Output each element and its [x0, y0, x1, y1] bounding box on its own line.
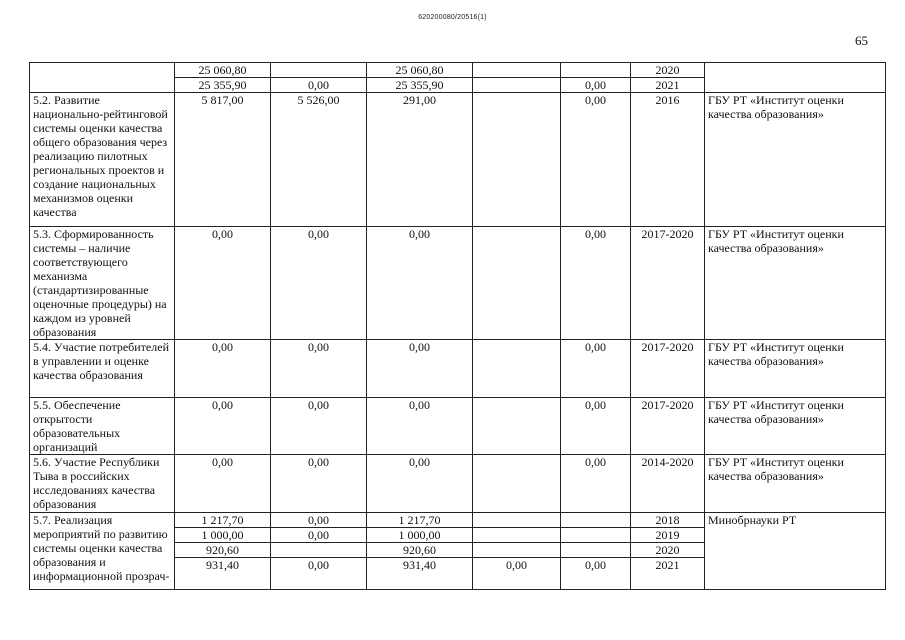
name-cell: 5.6. Участие Республики Тыва в российских исследованиях качества образования: [30, 455, 175, 513]
federal-cell: 0,00: [271, 227, 367, 340]
local-cell: [473, 63, 561, 78]
local-cell: [473, 528, 561, 543]
total-cell: 0,00: [175, 455, 271, 513]
other-cell: 0,00: [561, 398, 631, 455]
total-cell: 25 355,90: [175, 78, 271, 93]
total-cell: 5 817,00: [175, 93, 271, 227]
republic-cell: 0,00: [367, 398, 473, 455]
table-row: [30, 93, 886, 227]
table-row: [30, 398, 886, 455]
executor-cell: [705, 63, 886, 93]
federal-cell: 0,00: [271, 455, 367, 513]
executor-cell: ГБУ РТ «Институт оценки качества образования»: [705, 455, 886, 513]
federal-cell: 0,00: [271, 340, 367, 398]
name-cell: [30, 63, 175, 93]
document-code: 620200080/20516(1): [418, 14, 487, 21]
local-cell: [473, 543, 561, 558]
table-row: [30, 455, 886, 513]
executor-cell: ГБУ РТ «Институт оценки качества образования»: [705, 227, 886, 340]
republic-cell: 1 217,70: [367, 513, 473, 528]
total-cell: 920,60: [175, 543, 271, 558]
name-cell: 5.4. Участие потребителей в управлении и оценке качества образования: [30, 340, 175, 398]
name-cell: 5.7. Реализация мероприятий по развитию системы оценки качества образования и информационной прозрач-: [30, 513, 175, 590]
republic-cell: 920,60: [367, 543, 473, 558]
other-cell: [561, 63, 631, 78]
other-cell: 0,00: [561, 93, 631, 227]
period-cell: 2014-2020: [631, 455, 705, 513]
republic-cell: 1 000,00: [367, 528, 473, 543]
executor-cell: ГБУ РТ «Институт оценки качества образования»: [705, 93, 886, 227]
local-cell: [473, 513, 561, 528]
executor-cell: Минобрнауки РТ: [705, 513, 886, 590]
republic-cell: 25 355,90: [367, 78, 473, 93]
total-cell: 25 060,80: [175, 63, 271, 78]
federal-cell: [271, 543, 367, 558]
republic-cell: 0,00: [367, 340, 473, 398]
program-table: [29, 62, 886, 590]
table-row: [30, 227, 886, 340]
table-row: [30, 340, 886, 398]
republic-cell: 931,40: [367, 558, 473, 590]
period-cell: 2021: [631, 78, 705, 93]
table-row: [30, 513, 886, 528]
other-cell: 0,00: [561, 340, 631, 398]
table-row: [30, 63, 886, 78]
other-cell: 0,00: [561, 227, 631, 340]
federal-cell: 0,00: [271, 513, 367, 528]
period-cell: 2020: [631, 63, 705, 78]
name-cell: 5.2. Развитие национально-рейтинговой системы оценки качества общего образования через реализацию пилотных региональных проектов и создание национальных механизмов оценки качества: [30, 93, 175, 227]
page-number: 65: [855, 33, 868, 48]
other-cell: [561, 528, 631, 543]
name-cell: 5.3. Сформированность системы – наличие соответствующего механизма (стандартизированные оценочные процедуры) на каждом из уровней образования: [30, 227, 175, 340]
republic-cell: 25 060,80: [367, 63, 473, 78]
total-cell: 0,00: [175, 340, 271, 398]
total-cell: 1 000,00: [175, 528, 271, 543]
local-cell: [473, 398, 561, 455]
federal-cell: 0,00: [271, 78, 367, 93]
period-cell: 2016: [631, 93, 705, 227]
period-cell: 2021: [631, 558, 705, 590]
republic-cell: 0,00: [367, 227, 473, 340]
other-cell: 0,00: [561, 455, 631, 513]
other-cell: [561, 513, 631, 528]
local-cell: 0,00: [473, 558, 561, 590]
local-cell: [473, 455, 561, 513]
executor-cell: ГБУ РТ «Институт оценки качества образования»: [705, 340, 886, 398]
total-cell: 1 217,70: [175, 513, 271, 528]
total-cell: 0,00: [175, 398, 271, 455]
executor-cell: ГБУ РТ «Институт оценки качества образования»: [705, 398, 886, 455]
local-cell: [473, 227, 561, 340]
total-cell: 931,40: [175, 558, 271, 590]
period-cell: 2020: [631, 543, 705, 558]
federal-cell: [271, 63, 367, 78]
republic-cell: 0,00: [367, 455, 473, 513]
total-cell: 0,00: [175, 227, 271, 340]
federal-cell: 0,00: [271, 558, 367, 590]
federal-cell: 5 526,00: [271, 93, 367, 227]
other-cell: [561, 543, 631, 558]
period-cell: 2017-2020: [631, 398, 705, 455]
federal-cell: 0,00: [271, 398, 367, 455]
period-cell: 2017-2020: [631, 340, 705, 398]
name-cell: 5.5. Обеспечение открытости образовательных организаций: [30, 398, 175, 455]
local-cell: [473, 340, 561, 398]
local-cell: [473, 93, 561, 227]
republic-cell: 291,00: [367, 93, 473, 227]
period-cell: 2017-2020: [631, 227, 705, 340]
other-cell: 0,00: [561, 78, 631, 93]
period-cell: 2018: [631, 513, 705, 528]
federal-cell: 0,00: [271, 528, 367, 543]
period-cell: 2019: [631, 528, 705, 543]
local-cell: [473, 78, 561, 93]
other-cell: 0,00: [561, 558, 631, 590]
